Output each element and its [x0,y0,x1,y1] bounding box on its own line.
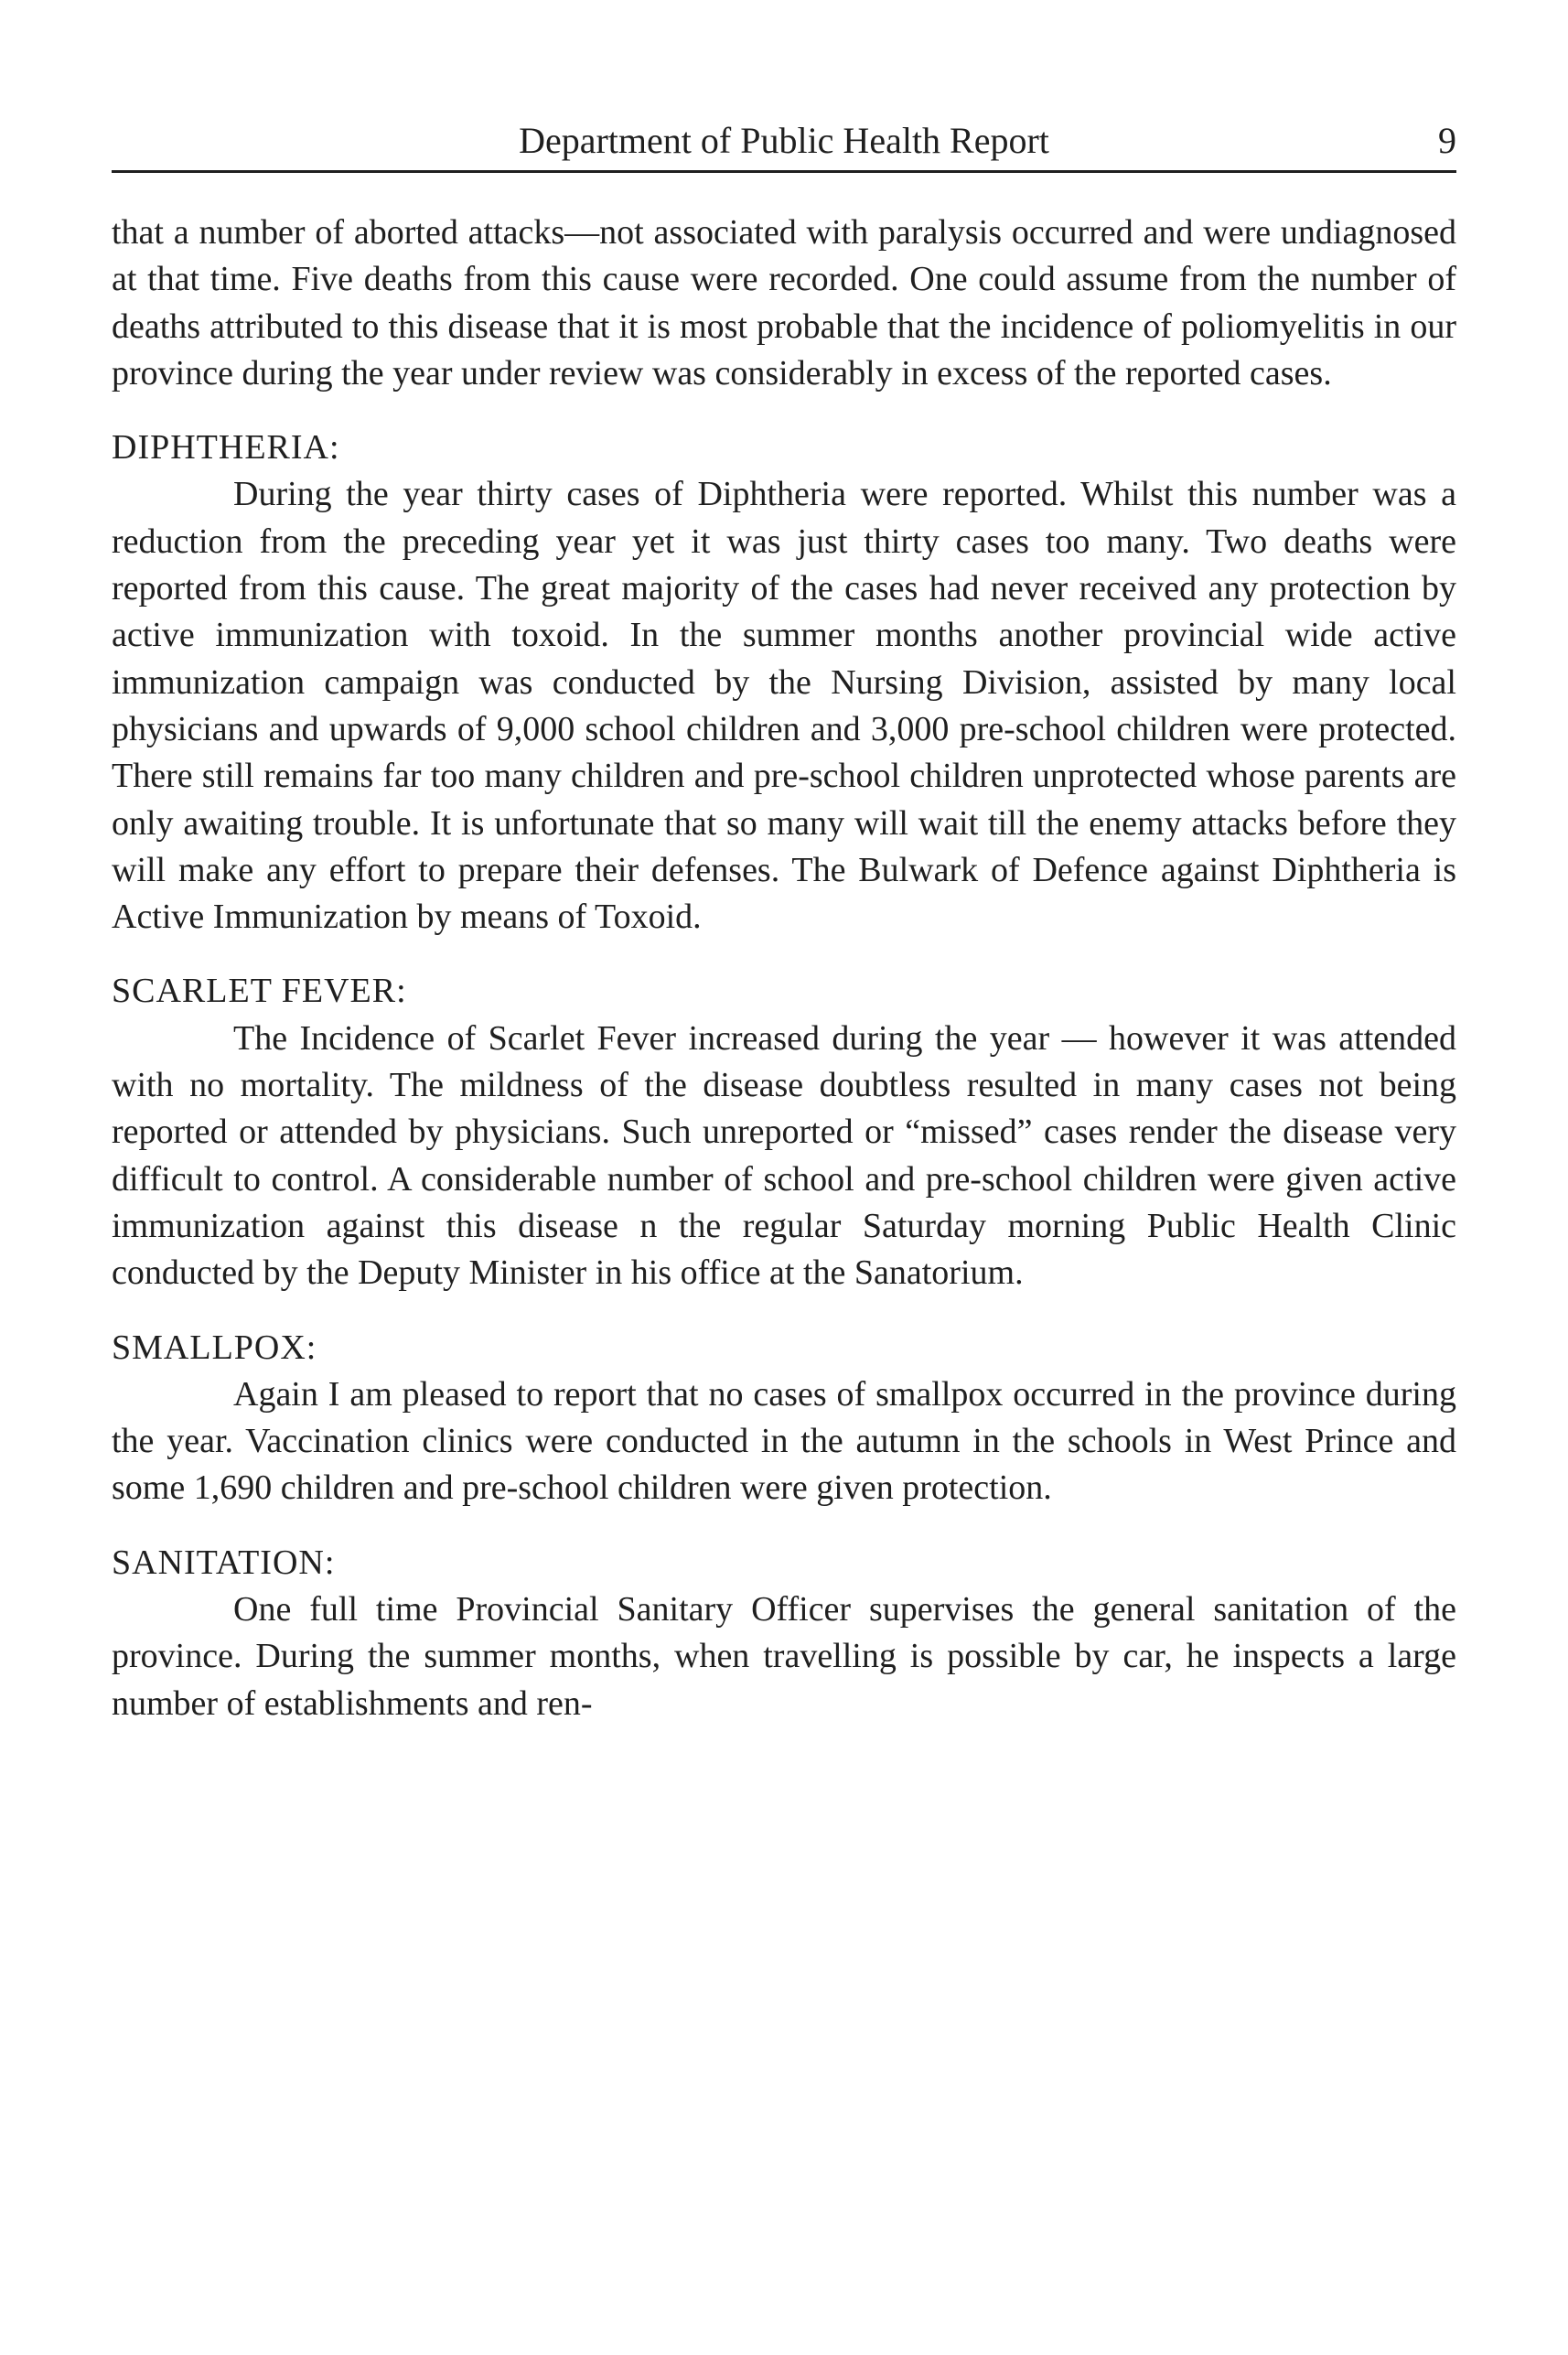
smallpox-paragraph: Again I am pleased to report that no cases of smallpox occurred in the province during the year. Vaccination clinics were conducted in the autumn in the schools in West Prince and some 1,690 children and pre-school children were given protection. [112,1374,1456,1508]
scarlet-fever-heading: SCARLET FEVER: [112,972,407,1011]
smallpox-heading: SMALLPOX: [112,1328,317,1367]
sanitation-paragraph: One full time Provincial Sanitary Officer supervises the general sanitation of the province. During the summer months, when travelling is possible by car, he inspects a large number of establishments and ren- [112,1590,1456,1723]
sanitation-heading: SANITATION: [112,1543,336,1582]
intro-paragraph: that a number of aborted attacks—not associated with paralysis occurred and were undiagnosed at that time. Five deaths from this cause were recorded. One could assume from the number of deaths attributed to this disease that it is most probable that the incidence of poliomyelitis in our province during the year under review was considerably in excess of the reported cases. [112,213,1456,392]
running-head [112,117,1456,173]
running-head-title: Department of Public Health Report [519,120,1049,161]
diphtheria-paragraph: During the year thirty cases of Diphtheria were reported. Whilst this number was a reduction from the preceding year yet it was just thirty cases too many. Two deaths were reported from this cause. The great majority of the cases had never received any protection by active immunization with toxoid. In the summer months another provincial wide active immunization campaign was conducted by the Nursing Division, assisted by many local physicians and upwards of 9,000 school children and 3,000 pre-school children were protected. There still remains far too many children and pre-school children unprotected whose parents are only awaiting trouble. It is unfortunate that so many will wait till the enemy attacks before they will make any effort to prepare their defenses. The Bulwark of Defence against Diphtheria is Active Immunization by means of Toxoid. [112,475,1456,937]
report-body [112,210,1456,1727]
scarlet-fever-paragraph: The Incidence of Scarlet Fever increased during the year — however it was attended with no mortality. The mildness of the disease doubtless resulted in many cases not being reported or attended by physicians. Such unreported or “missed” cases render the disease very difficult to control. A considerable number of school and pre-school children were given active immunization against this disease n the regular Saturday morning Public Health Clinic conducted by the Deputy Minister in his office at the Sanatorium. [112,1018,1456,1293]
report-page [112,117,1456,1727]
diphtheria-heading: DIPHTHERIA: [112,428,340,468]
page-number: 9 [1438,120,1456,161]
